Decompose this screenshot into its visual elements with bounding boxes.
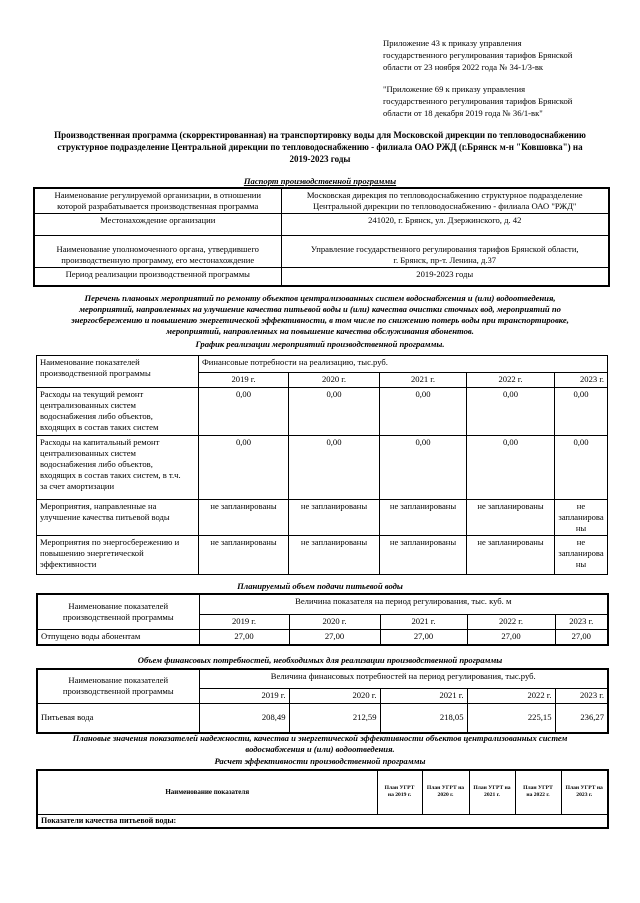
row-value: 208,49 [199, 703, 289, 733]
year-header: 2020 г. [289, 614, 380, 629]
title-line: структурное подразделение Центральной дирекции по тепловодоснабжению - филиала ОАО РЖД (г.Брянск м-н "Ковшовка") на [57, 142, 583, 153]
appendix-line: области от 23 ноября 2022 года № 34-1/3-вк [383, 62, 544, 73]
appendix-line: "Приложение 69 к приказу управления [383, 84, 526, 94]
row-value: 0,00 [199, 388, 289, 436]
passport-value: 2019-2023 годы [281, 268, 609, 286]
passport-row [34, 214, 609, 236]
year-header: 2019 г. [199, 614, 289, 629]
row-value: 27,00 [199, 629, 289, 645]
appendix-line: Приложение 43 к приказу управления [383, 38, 522, 48]
row-value: 0,00 [380, 388, 467, 436]
year-header: 2020 г. [289, 373, 380, 388]
row-value: 0,00 [467, 436, 555, 500]
passport-value: Московская дирекция по тепловодоснабжению структурное подразделение Центральной дирекции по тепловодоснабжению - филиала ОАО "РЖД" [281, 188, 609, 214]
passport-label: Местонахождение организации [34, 214, 281, 236]
passport-heading: Паспорт производственной программы [243, 176, 397, 186]
row-value: 0,00 [467, 388, 555, 436]
table-row [37, 629, 608, 645]
measures-heading [20, 293, 620, 337]
finance-heading: Объем финансовых потребностей, необходимых для реализации производственной программы [137, 655, 503, 665]
table-row [37, 436, 608, 500]
row-value: 27,00 [555, 629, 608, 645]
row-value: 0,00 [555, 436, 608, 500]
measures-group-header: Финансовые потребности на реализацию, тыс.руб. [199, 356, 608, 373]
supply-table [36, 593, 609, 646]
appendix-note-previous [383, 83, 623, 120]
finance-group-header: Величина финансовых потребностей на период регулирования, тыс.руб. [199, 669, 608, 688]
row-value: не запланирова ны [555, 536, 608, 575]
title-line: 2019-2023 годы [289, 154, 351, 165]
row-value: 225,15 [467, 703, 555, 733]
heading-line: водоснабжения и (или) водоотведения. [245, 744, 395, 754]
row-value: 236,27 [555, 703, 608, 733]
year-header: 2021 г. [380, 373, 467, 388]
passport-table [33, 187, 610, 287]
supply-heading: Планируемый объем подачи питьевой воды [237, 581, 403, 591]
row-name: Расходы на капитальный ремонт централизованных систем водоснабжения либо объектов, входящих в состав таких систем, в т.ч. за счет амортизации [37, 436, 199, 500]
schedule-heading: График реализации мероприятий производственной программы. [195, 339, 445, 349]
appendix-line: области от 18 декабря 2019 года № 36/1-вк" [383, 108, 543, 119]
plan-header: План УГРТ на 2019 г. [377, 770, 422, 814]
appendix-line: государственного регулирования тарифов Брянской [383, 96, 573, 107]
row-value: 27,00 [289, 629, 380, 645]
document-title [12, 129, 628, 166]
year-header: 2023 г. [555, 688, 608, 703]
efficiency-name-header: Наименование показателя [37, 770, 377, 814]
passport-row [34, 268, 609, 286]
row-value: 218,05 [380, 703, 467, 733]
row-value: 27,00 [467, 629, 555, 645]
passport-value: 241020, г. Брянск, ул. Дзержинского, д. 42 [281, 214, 609, 236]
row-value: 27,00 [380, 629, 467, 645]
table-row [37, 703, 608, 733]
row-value: 0,00 [380, 436, 467, 500]
heading-line: мероприятий, направленных на улучшение качества питьевой воды и (или) качества очистки сточных вод, мероприятий по [79, 304, 561, 314]
plan-header: План УГРТ на 2022 г. [515, 770, 561, 814]
passport-value: Управление государственного регулирования тарифов Брянской области, г. Брянск, пр-т. Ленина, д.37 [281, 236, 609, 268]
passport-row [34, 236, 609, 268]
measures-col-header: Наименование показателей производственной программы [37, 356, 199, 388]
efficiency-section-label: Показатели качества питьевой воды: [37, 814, 608, 828]
reliability-heading [20, 733, 620, 755]
finance-table [36, 668, 609, 734]
passport-label: Период реализации производственной программы [34, 268, 281, 286]
plan-header: План УГРТ на 2023 г. [561, 770, 608, 814]
table-row [37, 536, 608, 575]
table-row [37, 388, 608, 436]
table-row [37, 500, 608, 536]
year-header: 2022 г. [467, 688, 555, 703]
year-header: 2019 г. [199, 688, 289, 703]
row-value: 0,00 [289, 388, 380, 436]
year-header: 2022 г. [467, 614, 555, 629]
year-header: 2023 г. [555, 614, 608, 629]
appendix-note-current [383, 37, 623, 74]
row-name: Питьевая вода [37, 703, 199, 733]
row-value: не запланирова ны [555, 500, 608, 536]
plan-header: План УГРТ на 2021 г. [469, 770, 515, 814]
row-value: 0,00 [199, 436, 289, 500]
row-value: не запланированы [199, 500, 289, 536]
row-value: не запланированы [467, 536, 555, 575]
appendix-line: государственного регулирования тарифов Брянской [383, 50, 573, 61]
year-header: 2019 г. [199, 373, 289, 388]
passport-label: Наименование уполномоченного органа, утвердившего производственную программу, его местонахождение [34, 236, 281, 268]
heading-line: Перечень плановых мероприятий по ремонту объектов централизованных систем водоснабжения и (или) водоотведения, [84, 293, 556, 303]
row-name: Мероприятия по энергосбережению и повышению энергетической эффективности [37, 536, 199, 575]
row-name: Расходы на текущий ремонт централизованных систем водоснабжения либо объектов, входящих в состав таких систем [37, 388, 199, 436]
row-value: не запланированы [289, 536, 380, 575]
year-header: 2021 г. [380, 688, 467, 703]
row-name: Отпущено воды абонентам [37, 629, 199, 645]
passport-row [34, 188, 609, 214]
year-header: 2022 г. [467, 373, 555, 388]
section-row [37, 814, 608, 828]
year-header: 2021 г. [380, 614, 467, 629]
supply-group-header: Величина показателя на период регулирования, тыс. куб. м [199, 594, 608, 614]
row-name: Мероприятия, направленные на улучшение качества питьевой воды [37, 500, 199, 536]
heading-line: мероприятий, направленных на повышение качества обслуживания абонентов. [166, 326, 474, 336]
row-value: 212,59 [289, 703, 380, 733]
measures-table [36, 355, 608, 575]
row-value: не запланированы [380, 536, 467, 575]
title-line: Производственная программа (скорректированная) на транспортировку воды для Московской дирекции по тепловодоснабжению [54, 130, 586, 140]
row-value: не запланированы [380, 500, 467, 536]
efficiency-heading: Расчет эффективности производственной программы [214, 756, 426, 766]
finance-col-header: Наименование показателей производственной программы [37, 669, 199, 703]
year-header: 2023 г. [555, 373, 608, 388]
year-header: 2020 г. [289, 688, 380, 703]
plan-header: План УГРТ на 2020 г. [422, 770, 469, 814]
row-value: 0,00 [289, 436, 380, 500]
row-value: 0,00 [555, 388, 608, 436]
row-value: не запланированы [199, 536, 289, 575]
row-value: не запланированы [467, 500, 555, 536]
heading-line: энергосбережению и повышению энергетической эффективности, в том числе по снижению потерь воды при транспортировке, [71, 315, 569, 325]
row-value: не запланированы [289, 500, 380, 536]
heading-line: Плановые значения показателей надежности, качества и энергетической эффективности объектов централизованных систем [72, 733, 568, 743]
supply-col-header: Наименование показателей производственной программы [37, 594, 199, 629]
passport-label: Наименование регулируемой организации, в отношении которой разрабатывается производственная программа [34, 188, 281, 214]
efficiency-table [36, 769, 609, 829]
